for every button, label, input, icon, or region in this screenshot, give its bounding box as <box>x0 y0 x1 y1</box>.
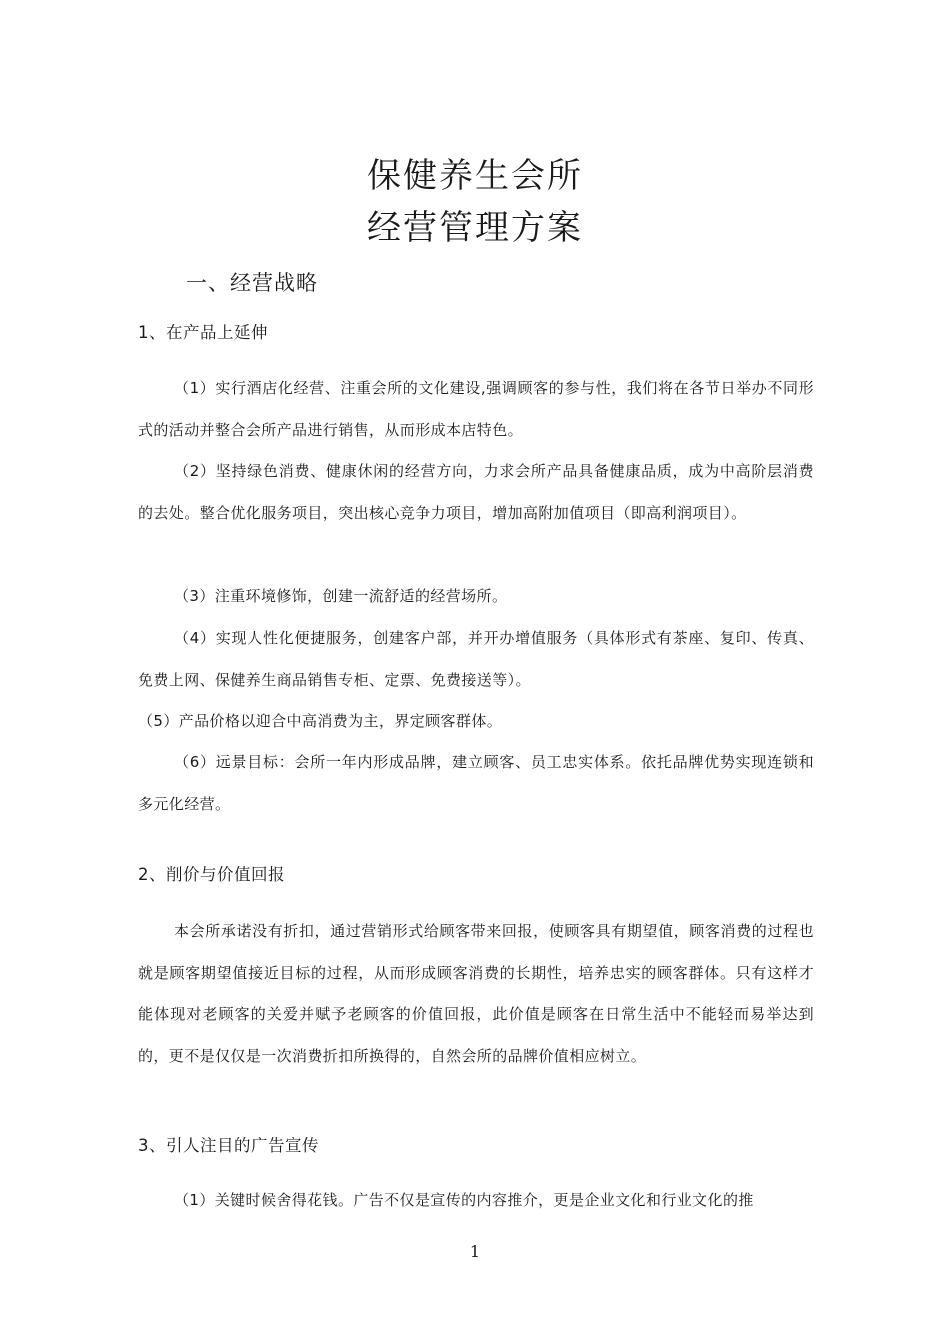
paragraph-product-4: （4）实现人性化便捷服务，创建客户部，并开办增值服务（具体形式有茶座、复印、传真、免费上网、保健养生商品销售专柜、定票、免费接送等）。 <box>138 629 814 689</box>
page-number: 1 <box>469 1242 481 1261</box>
document-title-line1: 保健养生会所 <box>367 156 583 196</box>
paragraph-product-3: （3）注重环境修饰，创建一流舒适的经营场所。 <box>174 587 508 605</box>
paragraph-advertising-1: （1）关键时候舍得花钱。广告不仅是宣传的内容推介，更是企业文化和行业文化的推 <box>174 1191 754 1209</box>
section-heading-strategy: 一、经营战略 <box>186 271 318 295</box>
paragraph-product-1: （1）实行酒店化经营、注重会所的文化建设,强调顾客的参与性，我们将在各节日举办不同形式的活动并整合会所产品进行销售，从而形成本店特色。 <box>138 379 814 439</box>
paragraph-price-1: 本会所承诺没有折扣，通过营销形式给顾客带来回报，使顾客具有期望值，顾客消费的过程也就是顾客期望值接近目标的过程，从而形成顾客消费的长期性，培养忠实的顾客群体。只有这样才能体现对老顾客的关爱并赋予老顾客的价值回报，此价值是顾客在日常生活中不能轻而易举达到的，更不是仅仅是一次消费折扣所换得的，自然会所的品牌价值相应树立。 <box>138 922 814 1065</box>
subsection-heading-product: 1、在产品上延伸 <box>138 323 268 342</box>
document-title-line2: 经营管理方案 <box>367 208 583 248</box>
paragraph-product-6: （6）远景目标：会所一年内形成品牌，建立顾客、员工忠实体系。依托品牌优势实现连锁和多元化经营。 <box>138 753 814 813</box>
subsection-heading-price: 2、削价与价值回报 <box>138 865 285 884</box>
paragraph-product-2: （2）坚持绿色消费、健康休闲的经营方向，力求会所产品具备健康品质，成为中高阶层消费的去处。整合优化服务项目，突出核心竞争力项目，增加高附加值项目（即高利润项目）。 <box>138 462 814 522</box>
paragraph-product-5: （5）产品价格以迎合中高消费为主，界定顾客群体。 <box>138 712 503 730</box>
subsection-heading-advertising: 3、引人注目的广告宣传 <box>138 1136 319 1155</box>
